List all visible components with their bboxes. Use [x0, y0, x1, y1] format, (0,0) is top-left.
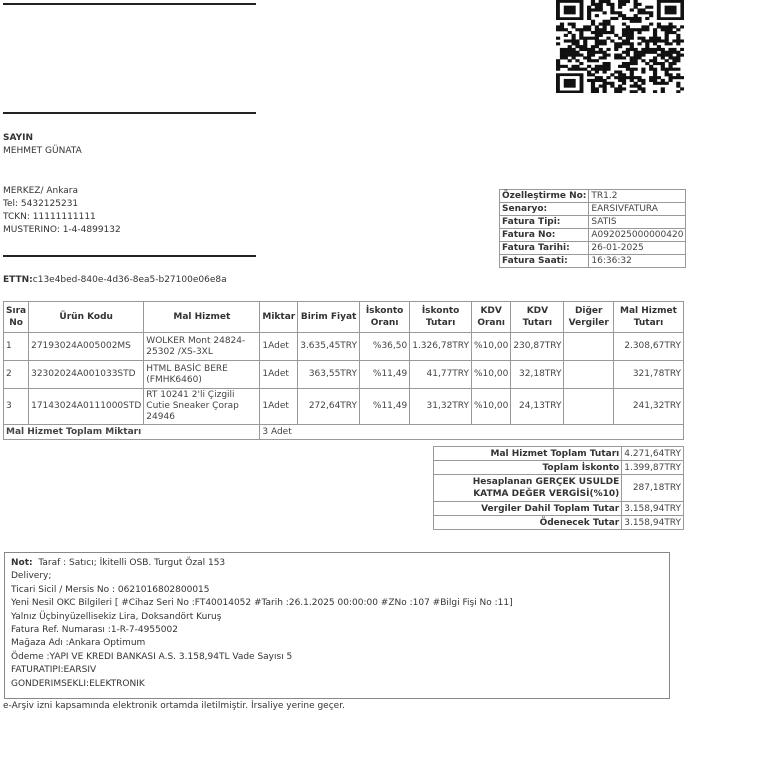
table-row	[4, 361, 684, 389]
meta-row	[500, 216, 686, 229]
cell-product-name: HTML BASİC BERE (FMHK6460)	[144, 361, 260, 389]
customer-no-line: MUSTERINO: 1-4-4899132	[3, 225, 121, 235]
cell-product-name: WOLKER Mont 24824-25302 /XS-3XL	[144, 333, 260, 361]
col-header: Mal Hizmet	[144, 302, 260, 333]
address-rule	[3, 255, 256, 257]
cell-product-code: 32302024A001033STD	[29, 361, 144, 389]
cell-line-total: 321,78TRY	[613, 361, 683, 389]
totals-table	[433, 446, 684, 530]
meta-row	[500, 255, 686, 268]
total-quantity-label: Mal Hizmet Toplam Miktarı	[4, 425, 260, 440]
buyer-name: MEHMET GÜNATA	[3, 146, 82, 156]
note-line: GONDERIMSEKLI:ELEKTRONIK	[11, 678, 145, 689]
cell-vat-rate: %10,00	[471, 389, 510, 425]
total-quantity-value: 3 Adet	[260, 425, 684, 440]
ettn-value: c13e4bed-840e-4d36-8ea5-b27100e06e8a	[32, 275, 227, 285]
total-quantity-row	[4, 425, 684, 440]
ettn-line	[3, 275, 227, 285]
cell-discount-amount: 41,77TRY	[410, 361, 472, 389]
note-line: Yalnız Üçbinyüzellisekiz Lira, Doksandört Kuruş	[11, 611, 222, 622]
cell-other-taxes	[564, 389, 613, 425]
totals-row	[434, 516, 684, 530]
invoice-meta-table	[499, 189, 686, 268]
note-first: Taraf : Satıcı; İkitelli OSB. Turgut Özal 153	[38, 558, 226, 568]
phone-line: Tel: 5432125231	[3, 199, 79, 209]
cell-unit-price: 272,64TRY	[298, 389, 360, 425]
col-header: Sıra No	[4, 302, 29, 333]
totals-value: 3.158,94TRY	[622, 502, 684, 516]
totals-row	[434, 447, 684, 461]
cell-vat-rate: %10,00	[471, 333, 510, 361]
meta-key: Senaryo:	[500, 203, 589, 216]
cell-product-code: 27193024A005002MS	[29, 333, 144, 361]
cell-vat-amount: 230,87TRY	[511, 333, 564, 361]
cell-index: 2	[4, 361, 29, 389]
meta-value: 16:36:32	[589, 255, 686, 268]
buyer-block	[3, 132, 82, 158]
tckn-line: TCKN: 11111111111	[3, 212, 96, 222]
items-table	[3, 301, 684, 440]
cell-other-taxes	[564, 333, 613, 361]
note-line: FATURATIPI:EARSIV	[11, 665, 97, 676]
col-header: İskonto Tutarı	[410, 302, 472, 333]
cell-quantity: 1Adet	[260, 361, 298, 389]
header-rule	[3, 112, 256, 114]
items-header-row	[4, 302, 684, 333]
note-line: Ticari Sicil / Mersis No : 0621016802800015	[11, 584, 210, 595]
cell-line-total: 2.308,67TRY	[613, 333, 683, 361]
col-header: Diğer Vergiler	[564, 302, 613, 333]
totals-row	[434, 461, 684, 475]
cell-discount-rate: %11,49	[359, 361, 409, 389]
meta-key: Özelleştirme No:	[500, 190, 589, 203]
cell-discount-amount: 1.326,78TRY	[410, 333, 472, 361]
meta-row	[500, 203, 686, 216]
meta-value: EARSIVFATURA	[589, 203, 686, 216]
totals-row	[434, 502, 684, 516]
col-header: Ürün Kodu	[29, 302, 144, 333]
totals-value: 1.399,87TRY	[622, 461, 684, 475]
col-header: KDV Oranı	[471, 302, 510, 333]
cell-line-total: 241,32TRY	[613, 389, 683, 425]
col-header: Mal Hizmet Tutarı	[613, 302, 683, 333]
cell-unit-price: 3.635,45TRY	[298, 333, 360, 361]
cell-unit-price: 363,55TRY	[298, 361, 360, 389]
buyer-address	[3, 185, 121, 237]
address-line: MERKEZ/ Ankara	[3, 186, 78, 196]
totals-key: Toplam İskonto	[434, 461, 622, 475]
table-row	[4, 389, 684, 425]
col-header: KDV Tutarı	[511, 302, 564, 333]
cell-other-taxes	[564, 361, 613, 389]
cell-vat-amount: 32,18TRY	[511, 361, 564, 389]
buyer-salutation: SAYIN	[3, 133, 33, 143]
note-box	[4, 552, 670, 699]
meta-row	[500, 242, 686, 255]
note-line: Yeni Nesil OKC Bilgileri [ #Cihaz Seri No :FT40014052 #Tarih :26.1.2025 00:00:00 #ZNo :107 #Bilgi Fişi No :11]	[11, 598, 513, 609]
meta-row	[500, 229, 686, 242]
cell-product-name: RT 10241 2'li Çizgili Cutie Sneaker Çorap 24946	[144, 389, 260, 425]
meta-key: Fatura Tipi:	[500, 216, 589, 229]
note-line: Fatura Ref. Numarası :1-R-7-4955002	[11, 625, 178, 636]
meta-key: Fatura Tarihi:	[500, 242, 589, 255]
ettn-label: ETTN:	[3, 275, 33, 285]
qr-code	[556, 0, 684, 93]
note-first-line	[11, 557, 669, 570]
cell-product-code: 17143024A0111000STD	[29, 389, 144, 425]
meta-value: A092025000000420	[589, 229, 686, 242]
col-header: İskonto Oranı	[359, 302, 409, 333]
cell-vat-rate: %10,00	[471, 361, 510, 389]
cell-quantity: 1Adet	[260, 333, 298, 361]
cell-discount-rate: %11,49	[359, 389, 409, 425]
totals-value: 3.158,94TRY	[622, 516, 684, 530]
note-line: Mağaza Adı :Ankara Optimum	[11, 638, 146, 649]
footer-text: e-Arşiv izni kapsamında elektronik ortamda iletilmiştir. İrsaliye yerine geçer.	[3, 701, 345, 711]
totals-value: 4.271,64TRY	[622, 447, 684, 461]
cell-index: 1	[4, 333, 29, 361]
meta-row	[500, 190, 686, 203]
meta-value: SATIS	[589, 216, 686, 229]
cell-discount-amount: 31,32TRY	[410, 389, 472, 425]
meta-key: Fatura No:	[500, 229, 589, 242]
totals-value: 287,18TRY	[622, 475, 684, 502]
cell-quantity: 1Adet	[260, 389, 298, 425]
totals-key: Vergiler Dahil Toplam Tutar	[434, 502, 622, 516]
cell-vat-amount: 24,13TRY	[511, 389, 564, 425]
note-label: Not:	[11, 558, 33, 568]
table-row	[4, 333, 684, 361]
meta-value: TR1.2	[589, 190, 686, 203]
totals-key: Mal Hizmet Toplam Tutarı	[434, 447, 622, 461]
col-header: Birim Fiyat	[298, 302, 360, 333]
top-rule	[3, 3, 256, 5]
note-line: Ödeme :YAPI VE KREDI BANKASI A.S. 3.158,94TL Vade Sayısı 5	[11, 651, 293, 662]
meta-value: 26-01-2025	[589, 242, 686, 255]
cell-index: 3	[4, 389, 29, 425]
totals-row	[434, 475, 684, 502]
col-header: Miktar	[260, 302, 298, 333]
note-line: Delivery;	[11, 571, 52, 582]
meta-key: Fatura Saati:	[500, 255, 589, 268]
totals-key: Ödenecek Tutar	[434, 516, 622, 530]
totals-key: Hesaplanan GERÇEK USULDE KATMA DEĞER VERGİSİ(%10)	[434, 475, 622, 502]
cell-discount-rate: %36,50	[359, 333, 409, 361]
